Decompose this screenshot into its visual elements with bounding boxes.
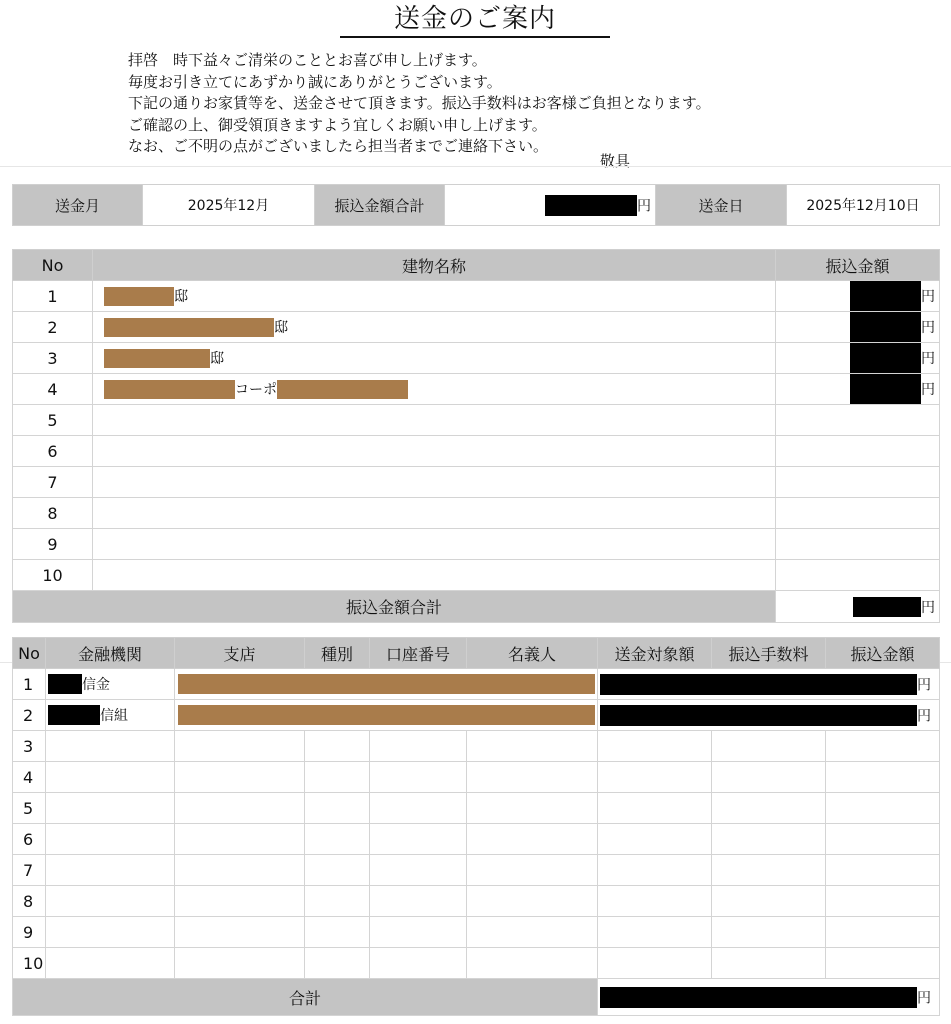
redaction (104, 349, 210, 368)
row-no: 10 (13, 948, 46, 979)
greeting-line-4: ご確認の上、御受領頂きますよう宜しくお願い申し上げます。 (128, 115, 547, 134)
total-label: 振込金額合計 (13, 591, 776, 623)
table-row (13, 343, 940, 374)
page-title: 送金のご案内 (340, 2, 610, 38)
redaction (850, 343, 921, 373)
institution-cell: 信金 (46, 669, 175, 700)
total-row (13, 591, 940, 623)
amount-cell: 円 (776, 374, 940, 405)
account-details (175, 700, 598, 731)
header-type: 種別 (305, 638, 370, 669)
building-name: コーポ (93, 374, 776, 405)
buildings-table (12, 249, 940, 623)
table-row (13, 731, 940, 762)
row-no: 1 (13, 281, 93, 312)
row-no: 5 (13, 793, 46, 824)
row-no: 1 (13, 669, 46, 700)
closing-text: 敬具 (600, 152, 631, 170)
month-value: 2025年12月 (143, 185, 315, 226)
table-header (13, 638, 940, 669)
total-label: 振込金額合計 (315, 185, 445, 226)
redaction (277, 380, 408, 399)
redaction (853, 597, 921, 617)
table-row (13, 824, 940, 855)
divider (0, 166, 951, 167)
row-no: 4 (13, 374, 93, 405)
building-name: 邸 (93, 281, 776, 312)
redaction (600, 987, 917, 1008)
yen-unit: 円 (637, 198, 651, 214)
redaction (850, 374, 921, 404)
row-no: 3 (13, 731, 46, 762)
table-row (13, 855, 940, 886)
table-row (13, 498, 940, 529)
date-label: 送金日 (656, 185, 787, 226)
redaction (850, 281, 921, 311)
row-no: 7 (13, 855, 46, 886)
table-row (13, 793, 940, 824)
date-value: 2025年12月10日 (787, 185, 940, 226)
row-no: 5 (13, 405, 93, 436)
table-row (13, 762, 940, 793)
row-no: 3 (13, 343, 93, 374)
total-amount: 円 (598, 979, 940, 1016)
table-row (13, 374, 940, 405)
greeting-line-2: 毎度お引き立てにあずかり誠にありがとうございます。 (128, 72, 502, 91)
header-no: No (13, 250, 93, 281)
table-row (13, 560, 940, 591)
header-target-amount: 送金対象額 (598, 638, 712, 669)
total-row (13, 979, 940, 1016)
row-no: 6 (13, 436, 93, 467)
table-row (13, 948, 940, 979)
table-row (13, 467, 940, 498)
table-row (13, 700, 940, 731)
table-row (13, 886, 940, 917)
row-no: 7 (13, 467, 93, 498)
amount-cells: 円 (598, 700, 940, 731)
redaction (104, 380, 235, 399)
table-row (13, 405, 940, 436)
account-details (175, 669, 598, 700)
redaction (48, 705, 100, 725)
greeting-line-1: 拝啓 時下益々ご清栄のこととお喜び申し上げます。 (128, 51, 487, 69)
row-no: 6 (13, 824, 46, 855)
header-branch: 支店 (175, 638, 305, 669)
row-no: 8 (13, 886, 46, 917)
redaction (545, 195, 637, 216)
redaction (104, 318, 274, 337)
table-row (13, 312, 940, 343)
row-no: 8 (13, 498, 93, 529)
greeting-line-3: 下記の通りお家賃等を、送金させて頂きます。振込手数料はお客様ご負担となります。 (128, 94, 711, 112)
redaction (600, 674, 917, 695)
amount-cell: 円 (776, 281, 940, 312)
building-name: 邸 (93, 343, 776, 374)
redaction (178, 674, 595, 694)
row-no: 2 (13, 700, 46, 731)
header-no: No (13, 638, 46, 669)
row-no: 10 (13, 560, 93, 591)
row-no: 9 (13, 917, 46, 948)
summary-row (13, 185, 940, 226)
redaction (600, 705, 917, 726)
bank-transfer-table (12, 637, 940, 1016)
row-no: 4 (13, 762, 46, 793)
header-transfer-amount: 振込金額 (826, 638, 940, 669)
amount-cell: 円 (776, 312, 940, 343)
institution-cell: 信組 (46, 700, 175, 731)
redaction (178, 705, 595, 725)
table-row (13, 917, 940, 948)
total-label: 合計 (13, 979, 598, 1016)
amount-cell: 円 (776, 343, 940, 374)
header-building-name: 建物名称 (93, 250, 776, 281)
table-row (13, 281, 940, 312)
table-header (13, 250, 940, 281)
header-amount: 振込金額 (776, 250, 940, 281)
building-name: 邸 (93, 312, 776, 343)
redaction (104, 287, 174, 306)
header-holder: 名義人 (467, 638, 598, 669)
greeting-line-5: なお、ご不明の点がございましたら担当者までご連絡下さい。 (128, 137, 549, 155)
month-label: 送金月 (13, 185, 143, 226)
total-amount: 円 (776, 591, 940, 623)
summary-table (12, 184, 940, 226)
header-institution: 金融機関 (46, 638, 175, 669)
row-no: 9 (13, 529, 93, 560)
row-no: 2 (13, 312, 93, 343)
total-amount (445, 185, 656, 226)
greeting-text (128, 50, 711, 158)
redaction (850, 312, 921, 342)
table-row (13, 529, 940, 560)
redaction (48, 674, 82, 694)
header-fee: 振込手数料 (712, 638, 826, 669)
amount-cells: 円 (598, 669, 940, 700)
table-row (13, 669, 940, 700)
header-account-no: 口座番号 (370, 638, 467, 669)
table-row (13, 436, 940, 467)
